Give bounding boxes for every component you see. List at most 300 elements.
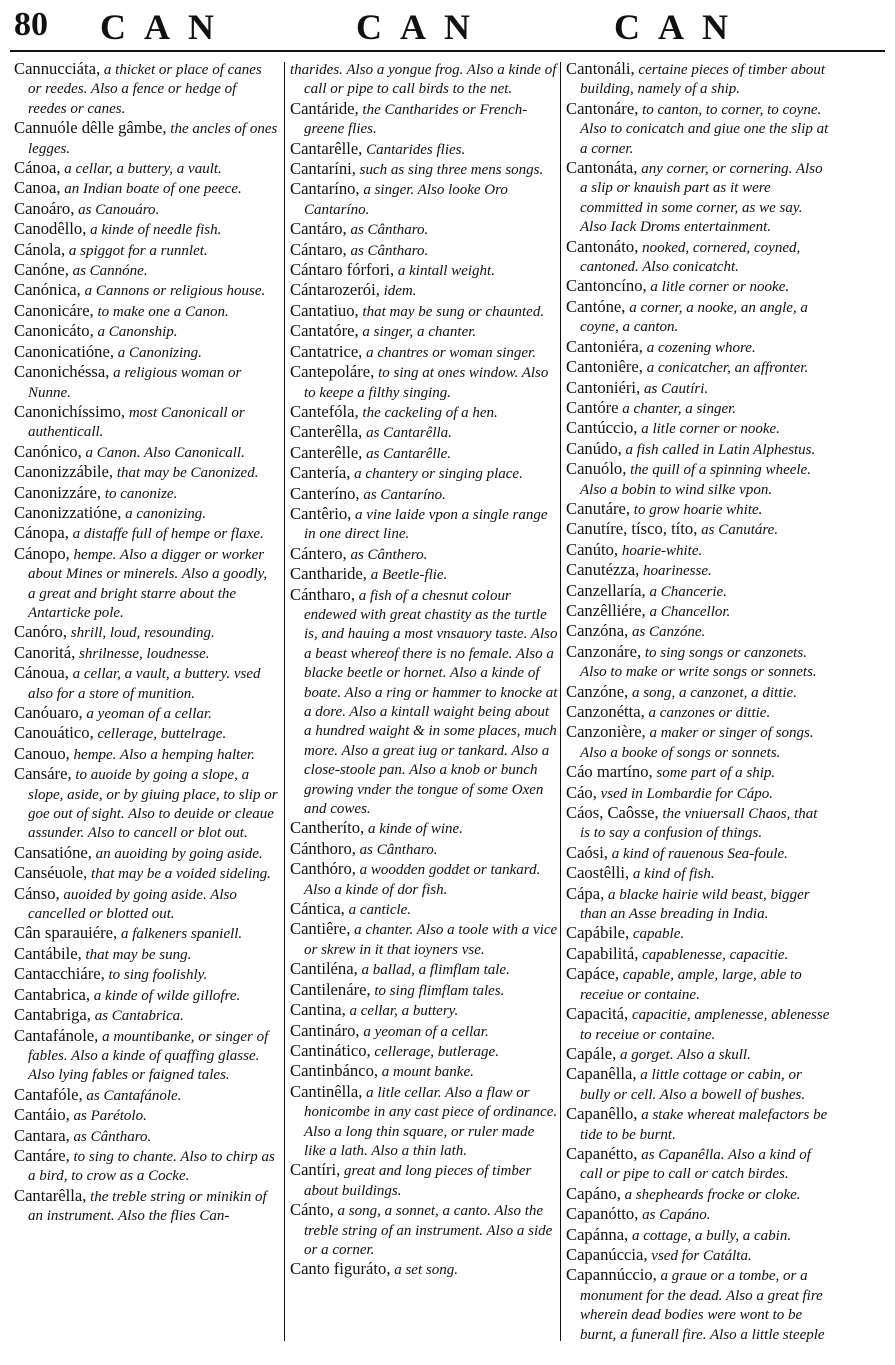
- dictionary-entry: [290, 140, 558, 159]
- entry-definition: a mount banke.: [378, 1064, 474, 1081]
- entry-definition: great and long pieces of timber about buildings.: [304, 1163, 532, 1199]
- entry-definition: capable, ample, large, able to receiue or containe.: [580, 967, 802, 1003]
- entry-headword: Cantinbánco,: [290, 1061, 379, 1081]
- entry-definition: any corner, or cornering. Also a slip or knauish part as it were committed in some corner, as we say. Also Iack Droms entertainment.: [580, 161, 823, 236]
- entry-definition: a set song.: [390, 1262, 458, 1279]
- entry-headword: Cantepoláre,: [290, 362, 375, 382]
- running-head-left: CAN: [100, 7, 232, 47]
- entry-definition: as Cântharo.: [355, 841, 438, 858]
- dictionary-entry: [566, 440, 830, 459]
- dictionary-entry: [290, 1161, 558, 1200]
- entry-definition: to sing songs or canzonets. Also to make or write songs or sonnets.: [580, 644, 817, 681]
- dictionary-entry: [566, 419, 830, 438]
- entry-definition: the Cantharides or French-greene flies.: [304, 101, 528, 138]
- entry-headword: Canterêlla,: [290, 422, 363, 442]
- page-header: [0, 0, 895, 56]
- dictionary-entry: [566, 683, 830, 702]
- dictionary-entry: [14, 60, 278, 118]
- dictionary-entry: [566, 1145, 830, 1184]
- entry-headword: Cantafóle,: [14, 1084, 83, 1104]
- dictionary-entry: [14, 484, 278, 503]
- entry-headword: Cáos, Caôsse,: [566, 803, 659, 823]
- dictionary-entry: [566, 561, 830, 580]
- entry-headword: Cantíri,: [290, 1160, 341, 1180]
- entry-headword: Capanúccia,: [566, 1244, 648, 1264]
- dictionary-entry: [14, 724, 278, 743]
- entry-definition: a singer. Also looke Oro Cantaríno.: [304, 182, 508, 218]
- dictionary-entry: [14, 119, 278, 158]
- entry-headword: Cân sparauiére,: [14, 923, 118, 943]
- entry-definition: as Canouáro.: [74, 201, 160, 218]
- entry-definition: such as sing three mens songs.: [355, 162, 544, 179]
- entry-definition: a cozening whore.: [642, 339, 756, 356]
- dictionary-entry: [14, 261, 278, 280]
- entry-headword: Cantáre,: [14, 1145, 70, 1165]
- dictionary-entry: [566, 520, 830, 539]
- entry-headword: Canzellaría,: [566, 580, 646, 600]
- entry-headword: Cantatrice,: [290, 341, 363, 361]
- entry-definition: a woodden goddet or tankard. Also a kinde of dor fish.: [304, 862, 541, 898]
- dictionary-entry: [290, 1001, 558, 1020]
- dictionary-entry: [566, 1105, 830, 1144]
- entry-definition: a canticle.: [344, 902, 412, 919]
- entry-headword: Canto figuráto,: [290, 1259, 391, 1279]
- entry-definition: the cackeling of a hen.: [358, 404, 498, 421]
- dictionary-entry: [566, 100, 830, 158]
- entry-headword: Canzonière,: [566, 722, 646, 742]
- entry-headword: Canonizzábile,: [14, 462, 114, 482]
- dictionary-entry: [290, 1022, 558, 1041]
- dictionary-entry: [290, 1062, 558, 1081]
- entry-headword: Canónica,: [14, 280, 81, 300]
- dictionary-entry: [14, 463, 278, 482]
- entry-headword: Canouo,: [14, 743, 70, 763]
- entry-headword: Capanótto,: [566, 1204, 639, 1224]
- dictionary-entry: [290, 485, 558, 504]
- dictionary-entry: [14, 179, 278, 198]
- entry-definition: as Canutáre.: [697, 522, 779, 539]
- entry-definition: a cellar, a buttery.: [345, 1003, 459, 1020]
- dictionary-entry: [566, 844, 830, 863]
- entry-definition: a yeoman of a cellar.: [359, 1023, 489, 1040]
- entry-headword: Cantilenáre,: [290, 979, 371, 999]
- dictionary-column-1: [14, 60, 278, 1345]
- entry-headword: Cantabriga,: [14, 1005, 91, 1025]
- entry-definition: as Cânthero.: [346, 546, 428, 563]
- entry-definition: a maker or singer of songs. Also a booke of songs or sonnets.: [580, 725, 814, 761]
- entry-definition: shrilnesse, loudnesse.: [75, 645, 210, 662]
- entry-definition: as Cantafánole.: [82, 1087, 182, 1104]
- entry-headword: Cantheríto,: [290, 818, 365, 838]
- entry-headword: Cánola,: [14, 239, 66, 259]
- entry-definition: a singer, a chanter.: [358, 324, 477, 341]
- entry-headword: Cáo martíno,: [566, 762, 653, 782]
- entry-definition: auoided by going aside. Also cancelled or blotted out.: [28, 886, 237, 923]
- entry-definition: the quill of a spinning wheele. Also a bobin to wind silke vpon.: [580, 462, 811, 498]
- entry-definition: a spiggot for a runnlet.: [65, 242, 208, 259]
- entry-headword: Canónico,: [14, 441, 82, 461]
- entry-definition: a cellar, a vault, a buttery. vsed also for a store of munition.: [28, 666, 261, 702]
- entry-definition: as Capanêlla. Also a kind of call or pipe to call or catch birdes.: [580, 1146, 811, 1183]
- entry-definition: to canton, to corner, to coyne. Also to conicatch and giue one the slip at a corner.: [580, 101, 829, 157]
- entry-headword: Capabilitá,: [566, 943, 639, 963]
- entry-definition: a chantres or woman singer.: [362, 344, 536, 361]
- dictionary-entry: [14, 1127, 278, 1146]
- entry-headword: Capanétto,: [566, 1143, 638, 1163]
- entry-definition: as Cântharo.: [346, 222, 429, 239]
- entry-headword: Canterêlle,: [290, 442, 363, 462]
- entry-headword: Cantiléna,: [290, 959, 358, 979]
- entry-headword: Cantáro,: [290, 219, 347, 239]
- entry-definition: a conicatcher, an affronter.: [642, 360, 809, 377]
- entry-headword: Cánoua,: [14, 663, 69, 683]
- dictionary-entry: [566, 1185, 830, 1204]
- entry-headword: Cápa,: [566, 883, 605, 903]
- entry-definition: some part of a ship.: [652, 765, 776, 782]
- dictionary-entry: [290, 444, 558, 463]
- entry-headword: Canutáre,: [566, 498, 631, 518]
- entry-headword: Cántaro,: [290, 239, 347, 259]
- entry-definition: shrill, loud, resounding.: [67, 625, 215, 642]
- entry-definition: a shepheards frocke or cloke.: [620, 1186, 801, 1203]
- dictionary-entry: [14, 745, 278, 764]
- dictionary-entry: [14, 1006, 278, 1025]
- entry-headword: Canonizzatióne,: [14, 502, 122, 522]
- dictionary-entry: [14, 302, 278, 321]
- entry-definition: as Cantaríno.: [359, 486, 446, 503]
- entry-definition: hempe. Also a digger or worker about Mines or minerels. Also a goodly, a great and bright starre about the Antarticke pole.: [28, 546, 268, 621]
- entry-definition: a chanter, a singer.: [618, 400, 737, 417]
- dictionary-entry: [14, 241, 278, 260]
- dictionary-entry: [14, 322, 278, 341]
- entry-definition: as Canzóne.: [628, 624, 706, 641]
- dictionary-entry: [290, 1260, 558, 1279]
- entry-definition: an Indian boate of one peece.: [60, 181, 242, 198]
- entry-headword: Cántaro fórfori,: [290, 260, 395, 280]
- dictionary-entry: [290, 464, 558, 483]
- dictionary-entry: [14, 545, 278, 623]
- entry-headword: Capanêllo,: [566, 1104, 638, 1124]
- entry-headword: Cánopa,: [14, 523, 69, 543]
- dictionary-entry: [566, 723, 830, 762]
- dictionary-entry: [566, 500, 830, 519]
- dictionary-entry: [14, 524, 278, 543]
- entry-headword: Cantería,: [290, 463, 351, 483]
- entry-headword: Cansáre,: [14, 764, 72, 784]
- running-head-center: CAN: [356, 7, 488, 47]
- dictionary-entry: [14, 403, 278, 442]
- dictionary-entry: [566, 582, 830, 601]
- dictionary-entry: [290, 981, 558, 1000]
- entry-headword: Canonicatióne,: [14, 341, 114, 361]
- entry-headword: Cansatióne,: [14, 842, 92, 862]
- dictionary-entry: [290, 565, 558, 584]
- dictionary-entry: [566, 1246, 830, 1265]
- entry-definition: a kind of rauenous Sea-foule.: [607, 845, 788, 862]
- entry-headword: Capannúccio,: [566, 1265, 657, 1285]
- dictionary-entry: [290, 403, 558, 422]
- entry-definition: a falkeners spaniell.: [117, 926, 243, 943]
- dictionary-entry: [14, 704, 278, 723]
- dictionary-entry: [566, 864, 830, 883]
- dictionary-entry: [290, 363, 558, 402]
- dictionary-entry: [290, 160, 558, 179]
- entry-definition: a canonizing.: [121, 505, 206, 522]
- dictionary-entry: [290, 343, 558, 362]
- entry-headword: Canzêlliére,: [566, 600, 646, 620]
- entry-definition: a litle corner or nooke.: [646, 279, 790, 296]
- entry-headword: Canzóne,: [566, 681, 629, 701]
- entry-headword: Cantacchiáre,: [14, 964, 105, 984]
- dictionary-entry: [14, 363, 278, 402]
- dictionary-column-2: [290, 60, 558, 1345]
- entry-definition: capable.: [629, 926, 685, 943]
- dictionary-entry: [290, 1083, 558, 1161]
- entry-headword: Canuólo,: [566, 459, 627, 479]
- entry-definition: as Capáno.: [638, 1207, 711, 1224]
- entry-headword: Cantabrica,: [14, 984, 91, 1004]
- entry-headword: Canouático,: [14, 723, 94, 743]
- dictionary-entry: [290, 180, 558, 219]
- entry-headword: Cannuóle dêlle gâmbe,: [14, 118, 167, 138]
- entry-definition: to sing flimflam tales.: [370, 982, 505, 999]
- entry-definition: a litle cellar. Also a flaw or honicombe in any cast piece of ordinance. Also a long thin square, or ruler made like a lath. Also a thin lath.: [304, 1084, 558, 1159]
- dictionary-entry: [290, 100, 558, 139]
- entry-definition: a little cottage or cabin, or bully or cell. Also a bowell of bushes.: [580, 1067, 806, 1103]
- entry-definition: a corner, a nooke, an angle, a coyne, a canton.: [580, 299, 808, 336]
- entry-definition: the treble string or minikin of an instrument. Also the flies Can-: [28, 1188, 267, 1225]
- entry-headword: Canzonétta,: [566, 702, 645, 721]
- entry-headword: Caostêlli,: [566, 863, 630, 883]
- entry-headword: Cantarêlla,: [14, 1185, 87, 1205]
- dictionary-entry: [566, 965, 830, 1004]
- dictionary-entry: [290, 241, 558, 260]
- entry-definition: a Chancellor.: [645, 603, 731, 620]
- entry-headword: Cantúccio,: [566, 418, 638, 438]
- entry-definition: a kind of fish.: [629, 866, 715, 883]
- dictionary-column-3: [566, 60, 830, 1345]
- entry-headword: Cantinêlla,: [290, 1081, 363, 1101]
- dictionary-entry: [566, 460, 830, 499]
- entry-definition: most Canonicall or authenticall.: [28, 404, 245, 441]
- entry-definition: an auoiding by going aside.: [91, 845, 263, 862]
- dictionary-entry: [566, 1205, 830, 1224]
- entry-headword: Canzonáre,: [566, 641, 642, 661]
- dictionary-entry: [14, 443, 278, 462]
- entry-headword: Cantonáta,: [566, 158, 638, 178]
- dictionary-entry: [14, 844, 278, 863]
- dictionary-entry: [14, 1086, 278, 1105]
- entry-definition: a fish called in Latin Alphestus.: [621, 441, 816, 458]
- dictionary-entry: [566, 885, 830, 924]
- dictionary-entry: [14, 504, 278, 523]
- dictionary-entry: [14, 945, 278, 964]
- dictionary-entry: [290, 322, 558, 341]
- entry-definition: as Cantabrica.: [90, 1008, 184, 1025]
- entry-headword: Cantonáto,: [566, 236, 639, 256]
- entry-definition: certaine pieces of timber about building, namely of a ship.: [580, 62, 826, 98]
- entry-headword: Cantóre: [566, 397, 619, 417]
- dictionary-entry: [14, 1106, 278, 1125]
- entry-headword: Canséuole,: [14, 863, 88, 883]
- header-rule: [10, 50, 885, 52]
- entry-headword: Cántero,: [290, 543, 347, 563]
- page-number: 80: [14, 6, 48, 43]
- dictionary-entry: [566, 1005, 830, 1044]
- entry-definition: a Canonizing.: [114, 344, 202, 361]
- entry-headword: Cánopo,: [14, 543, 70, 563]
- entry-headword: Capanêlla,: [566, 1064, 637, 1084]
- entry-definition: vsed for Catálta.: [647, 1247, 752, 1264]
- entry-definition: a mountibanke, or singer of fables. Also a kinde of quaffing glasse. Also lying fables or faigned tales.: [28, 1028, 269, 1084]
- entry-definition: a fish of a chesnut colour endewed with great chastity as the turtle is, and hauing a most vnsauory taste. Also a beast whereof there is no female. Also a blacke beetle or hornet. Also a kinde of boate. Also a ring or hammer to knocke at a dore. Also a kintall waight being about a hundred waight & in some places, much more. Also a great iug or tankard. Also a close-stoole pan. Also a knob or bunch growing vnder the tongue of some Oxen and cowes.: [304, 587, 558, 818]
- entry-definition: a religious woman or Nunne.: [28, 365, 242, 401]
- dictionary-entry: [14, 864, 278, 883]
- entry-headword: Cantinático,: [290, 1040, 371, 1060]
- dictionary-entry: [14, 1027, 278, 1085]
- dictionary-entry: [14, 885, 278, 924]
- entry-headword: Canúdo,: [566, 438, 622, 458]
- entry-headword: Cantoniéri,: [566, 377, 641, 397]
- entry-headword: Cantáio,: [14, 1105, 70, 1125]
- entry-definition: a Chancerie.: [645, 583, 727, 600]
- entry-headword: Cantábile,: [14, 943, 82, 963]
- entry-headword: Cantaríni,: [290, 159, 356, 179]
- entry-headword: Canúto,: [566, 539, 619, 559]
- entry-headword: Cantiêre,: [290, 919, 351, 939]
- dictionary-entry: [566, 1266, 830, 1344]
- entry-headword: Cantonáli,: [566, 60, 635, 78]
- dictionary-entry: [566, 298, 830, 337]
- entry-headword: Canutíre, tísco, títo,: [566, 519, 698, 539]
- entry-definition: that may be sung.: [81, 946, 192, 963]
- entry-definition: as Parétolo.: [69, 1108, 147, 1125]
- entry-headword: Cántarozerói,: [290, 280, 380, 300]
- dictionary-entry: [566, 784, 830, 803]
- dictionary-entry: [14, 220, 278, 239]
- dictionary-entry: [566, 238, 830, 277]
- entry-definition: a song, a sonnet, a canto. Also the treble string of an instrument. Also a side or a corner.: [304, 1203, 553, 1258]
- dictionary-entry: [14, 343, 278, 362]
- dictionary-entry: [566, 763, 830, 782]
- entry-headword: Cantara,: [14, 1125, 70, 1145]
- dictionary-entry: [290, 281, 558, 300]
- entry-headword: Canonicáto,: [14, 321, 94, 341]
- entry-headword: Cántharo,: [290, 584, 355, 604]
- entry-headword: Canonicáre,: [14, 300, 94, 320]
- entry-headword: Cántica,: [290, 899, 345, 919]
- dictionary-entry: [566, 338, 830, 357]
- dictionary-entry: [14, 1147, 278, 1186]
- dictionary-entry: [290, 840, 558, 859]
- entry-headword: Canodêllo,: [14, 219, 87, 239]
- entry-headword: Cánoa,: [14, 158, 61, 178]
- entry-definition: a kinde of needle fish.: [86, 222, 222, 239]
- dictionary-entry: [566, 924, 830, 943]
- entry-definition: a cottage, a bully, a cabin.: [628, 1227, 792, 1244]
- entry-definition: as Cannóne.: [68, 263, 148, 280]
- entry-definition: to sing at ones window. Also to keepe a filthy singing.: [304, 365, 549, 401]
- entry-definition: a canzones or dittie.: [644, 705, 771, 721]
- dictionary-entry: [14, 965, 278, 984]
- entry-definition: to sing foolishly.: [104, 967, 208, 984]
- entry-headword: Cantharide,: [290, 564, 367, 584]
- entry-headword: Cantóne,: [566, 296, 626, 316]
- entry-headword: Capáce,: [566, 964, 619, 984]
- entry-definition: Cantarides flies.: [362, 141, 466, 158]
- dictionary-entry: [566, 277, 830, 296]
- entry-headword: Cantêrio,: [290, 503, 352, 523]
- entry-definition: the vniuersall Chaos, that is to say a confusion of things.: [580, 806, 818, 842]
- entry-headword: Capacitá,: [566, 1004, 629, 1024]
- entry-definition: a thicket or place of canes or reedes. Also a fence or hedge of reedes or canes.: [28, 62, 262, 117]
- entry-headword: Cantaríno,: [290, 179, 360, 199]
- dictionary-entry: [290, 900, 558, 919]
- dictionary-entry: [290, 960, 558, 979]
- entry-definition: a Cannons or religious house.: [80, 283, 266, 300]
- entry-headword: Canóuaro,: [14, 703, 83, 722]
- entry-definition: hoarie-white.: [618, 542, 703, 559]
- dictionary-entry: [290, 60, 558, 99]
- entry-definition: as Cântharo.: [346, 242, 429, 259]
- entry-definition: idem.: [379, 283, 417, 300]
- entry-definition: a yeoman of a cellar.: [82, 706, 212, 722]
- entry-definition: a kintall weight.: [394, 263, 495, 280]
- entry-headword: Cantoniéra,: [566, 336, 643, 356]
- entry-definition: to canonize.: [101, 485, 178, 502]
- entry-headword: Cánso,: [14, 883, 60, 903]
- dictionary-entry: [566, 703, 830, 722]
- entry-definition: as Cantarêlle.: [362, 445, 452, 462]
- dictionary-entry: [290, 302, 558, 321]
- entry-headword: Canutézza,: [566, 560, 640, 580]
- entry-definition: a kinde of wilde gillofre.: [90, 987, 241, 1004]
- entry-headword: Cantarêlle,: [290, 138, 363, 158]
- dictionary-entry: [290, 920, 558, 959]
- entry-headword: Canóro,: [14, 622, 67, 642]
- entry-headword: Cánto,: [290, 1200, 334, 1220]
- entry-definition: a blacke hairie wild beast, bigger than an Asse breading in India.: [580, 886, 810, 923]
- dictionary-entry: [566, 358, 830, 377]
- entry-definition: a distaffe full of hempe or flaxe.: [68, 526, 264, 543]
- entry-definition: that may be Canonized.: [113, 465, 259, 482]
- entry-headword: Cantatóre,: [290, 321, 359, 341]
- dictionary-entry: [566, 379, 830, 398]
- entry-headword: Canzóna,: [566, 621, 629, 641]
- entry-definition: a graue or a tombe, or a monument for the dead. Also a great fire wherein dead bodies were wont to be burnt, a funerall fire. Also a little steeple: [580, 1268, 825, 1343]
- column-divider: [284, 62, 285, 1341]
- entry-definition: a stake whereat malefactors be tide to be burnt.: [580, 1107, 828, 1143]
- dictionary-entry: [14, 1187, 278, 1226]
- entry-definition: the ancles of ones legges.: [28, 121, 278, 157]
- dictionary-entry: [566, 1045, 830, 1064]
- dictionary-entry: [566, 945, 830, 964]
- dictionary-entry: [290, 586, 558, 819]
- entry-definition: tharides. Also a yongue frog. Also a kinde of call or pipe to call birds to the net.: [290, 62, 557, 98]
- dictionary-entry: [566, 159, 830, 237]
- dictionary-entry: [14, 644, 278, 663]
- dictionary-entry: [566, 1226, 830, 1245]
- entry-headword: Cantina,: [290, 1000, 346, 1020]
- dictionary-entry: [290, 261, 558, 280]
- dictionary-entry: [14, 159, 278, 178]
- entry-definition: as Cantarêlla.: [362, 425, 452, 442]
- entry-headword: Canóne,: [14, 260, 69, 280]
- entry-headword: Cantefóla,: [290, 401, 359, 421]
- entry-definition: a kinde of wine.: [364, 821, 463, 838]
- entry-headword: Cannucciáta,: [14, 60, 101, 78]
- dictionary-entry: [566, 643, 830, 682]
